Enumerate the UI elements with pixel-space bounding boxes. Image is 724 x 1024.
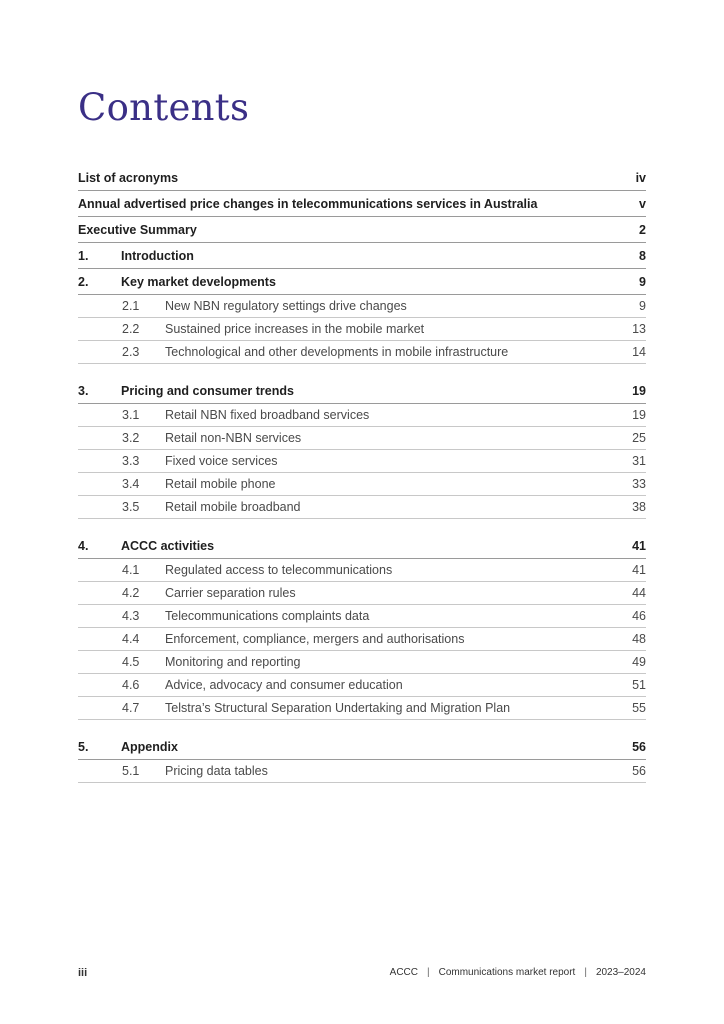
- footer-org: ACCC: [389, 967, 418, 978]
- toc-entry-number: 4.7: [122, 701, 140, 715]
- toc-entry-number: 4.1: [122, 563, 140, 577]
- toc-entry-page: 56: [632, 764, 646, 778]
- toc-entry-label: Telecommunications complaints data: [165, 609, 370, 623]
- toc-entry-label: Pricing and consumer trends: [121, 383, 294, 398]
- toc-entry-page: v: [639, 196, 646, 211]
- toc-entry-number: 3.5: [122, 500, 140, 514]
- toc-entry-number: 4.4: [122, 632, 140, 646]
- toc-entry-label: Monitoring and reporting: [165, 655, 301, 669]
- toc-entry-number: 4.5: [122, 655, 140, 669]
- toc-entry-section[interactable]: [78, 191, 646, 217]
- toc-entry-subsection[interactable]: [78, 605, 646, 628]
- toc-entry-section[interactable]: [78, 378, 646, 404]
- toc-entry-label: Appendix: [121, 739, 178, 754]
- toc-entry-number: 5.: [78, 739, 89, 754]
- toc-entry-page: 33: [632, 477, 646, 491]
- footer-page-number: iii: [78, 967, 88, 979]
- toc-entry-subsection[interactable]: [78, 651, 646, 674]
- toc-entry-page: 51: [632, 678, 646, 692]
- footer-separator: |: [584, 967, 587, 978]
- toc-entry-label: Executive Summary: [78, 222, 197, 237]
- toc-entry-page: 55: [632, 701, 646, 715]
- toc-entry-page: iv: [635, 170, 646, 185]
- toc-entry-number: 3.2: [122, 431, 140, 445]
- toc-entry-page: 38: [632, 500, 646, 514]
- toc-entry-label: Retail non-NBN services: [165, 431, 302, 445]
- toc-entry-label: Introduction: [121, 248, 194, 263]
- toc-entry-subsection[interactable]: [78, 559, 646, 582]
- toc-entry-number: 3.: [78, 383, 89, 398]
- toc-entry-page: 56: [632, 739, 646, 754]
- toc-entry-subsection[interactable]: [78, 628, 646, 651]
- toc-entry-subsection[interactable]: [78, 404, 646, 427]
- toc-entry-page: 13: [632, 322, 646, 336]
- toc-entry-page: 49: [632, 655, 646, 669]
- toc-entry-number: 2.2: [122, 322, 140, 336]
- toc-entry-label: Fixed voice services: [165, 454, 278, 468]
- toc-entry-label: Pricing data tables: [165, 764, 268, 778]
- toc-entry-subsection[interactable]: [78, 341, 646, 364]
- footer-period: 2023–2024: [595, 967, 646, 978]
- toc-entry-page: 31: [632, 454, 646, 468]
- toc-entry-page: 14: [632, 345, 646, 359]
- toc-entry-subsection[interactable]: [78, 318, 646, 341]
- toc-entry-number: 4.2: [122, 586, 140, 600]
- toc-entry-section[interactable]: [78, 533, 646, 559]
- table-of-contents: [78, 165, 646, 783]
- footer-report-title: Communications market report: [438, 967, 576, 978]
- toc-entry-page: 46: [632, 609, 646, 623]
- toc-entry-label: Telstra’s Structural Separation Undertaking and Migration Plan: [165, 701, 511, 715]
- toc-entry-number: 3.4: [122, 477, 140, 491]
- toc-entry-subsection[interactable]: [78, 674, 646, 697]
- toc-entry-section[interactable]: [78, 217, 646, 243]
- footer-separator: |: [427, 967, 430, 978]
- toc-entry-page: 48: [632, 632, 646, 646]
- toc-entry-number: 5.1: [122, 764, 140, 778]
- toc-entry-number: 2.3: [122, 345, 140, 359]
- toc-entry-section[interactable]: [78, 734, 646, 760]
- toc-entry-subsection[interactable]: [78, 295, 646, 318]
- toc-entry-number: 2.1: [122, 299, 140, 313]
- toc-entry-number: 3.3: [122, 454, 140, 468]
- toc-entry-label: Retail NBN fixed broadband services: [165, 408, 370, 422]
- toc-entry-section[interactable]: [78, 165, 646, 191]
- toc-entry-label: Carrier separation rules: [165, 586, 296, 600]
- toc-entry-label: Enforcement, compliance, mergers and authorisations: [165, 632, 465, 646]
- toc-entry-page: 9: [639, 299, 646, 313]
- toc-entry-page: 2: [639, 222, 646, 237]
- toc-entry-page: 19: [632, 408, 646, 422]
- toc-entry-subsection[interactable]: [78, 427, 646, 450]
- toc-entry-subsection[interactable]: [78, 450, 646, 473]
- toc-entry-label: Technological and other developments in mobile infrastructure: [165, 345, 509, 359]
- toc-entry-label: Retail mobile broadband: [165, 500, 301, 514]
- toc-entry-section[interactable]: [78, 243, 646, 269]
- toc-entry-label: New NBN regulatory settings drive changes: [165, 299, 407, 313]
- toc-entry-label: ACCC activities: [121, 538, 215, 553]
- toc-entry-number: 1.: [78, 248, 89, 263]
- toc-entry-label: Regulated access to telecommunications: [165, 563, 393, 577]
- toc-entry-page: 25: [632, 431, 646, 445]
- toc-entry-page: 9: [639, 274, 646, 289]
- page-title: Contents: [78, 86, 250, 129]
- toc-entry-page: 41: [632, 563, 646, 577]
- toc-entry-label: Key market developments: [121, 274, 276, 289]
- toc-entry-number: 4.3: [122, 609, 140, 623]
- toc-entry-page: 41: [632, 538, 646, 553]
- toc-entry-label: Annual advertised price changes in telecommunications services in Australia: [78, 196, 538, 211]
- toc-entry-subsection[interactable]: [78, 473, 646, 496]
- toc-entry-page: 19: [632, 383, 646, 398]
- toc-entry-subsection[interactable]: [78, 582, 646, 605]
- toc-entry-subsection[interactable]: [78, 496, 646, 519]
- toc-entry-label: Advice, advocacy and consumer education: [165, 678, 403, 692]
- footer-meta: [390, 967, 646, 979]
- toc-entry-page: 8: [639, 248, 646, 263]
- toc-entry-subsection[interactable]: [78, 697, 646, 720]
- toc-entry-number: 4.: [78, 538, 89, 553]
- toc-entry-section[interactable]: [78, 269, 646, 295]
- toc-entry-label: Retail mobile phone: [165, 477, 276, 491]
- toc-entry-label: Sustained price increases in the mobile market: [165, 322, 425, 336]
- toc-entry-number: 4.6: [122, 678, 140, 692]
- toc-entry-page: 44: [632, 586, 646, 600]
- toc-entry-number: 2.: [78, 274, 89, 289]
- toc-entry-subsection[interactable]: [78, 760, 646, 783]
- toc-entry-label: List of acronyms: [78, 170, 179, 185]
- toc-entry-number: 3.1: [122, 408, 140, 422]
- page-footer: [78, 967, 646, 979]
